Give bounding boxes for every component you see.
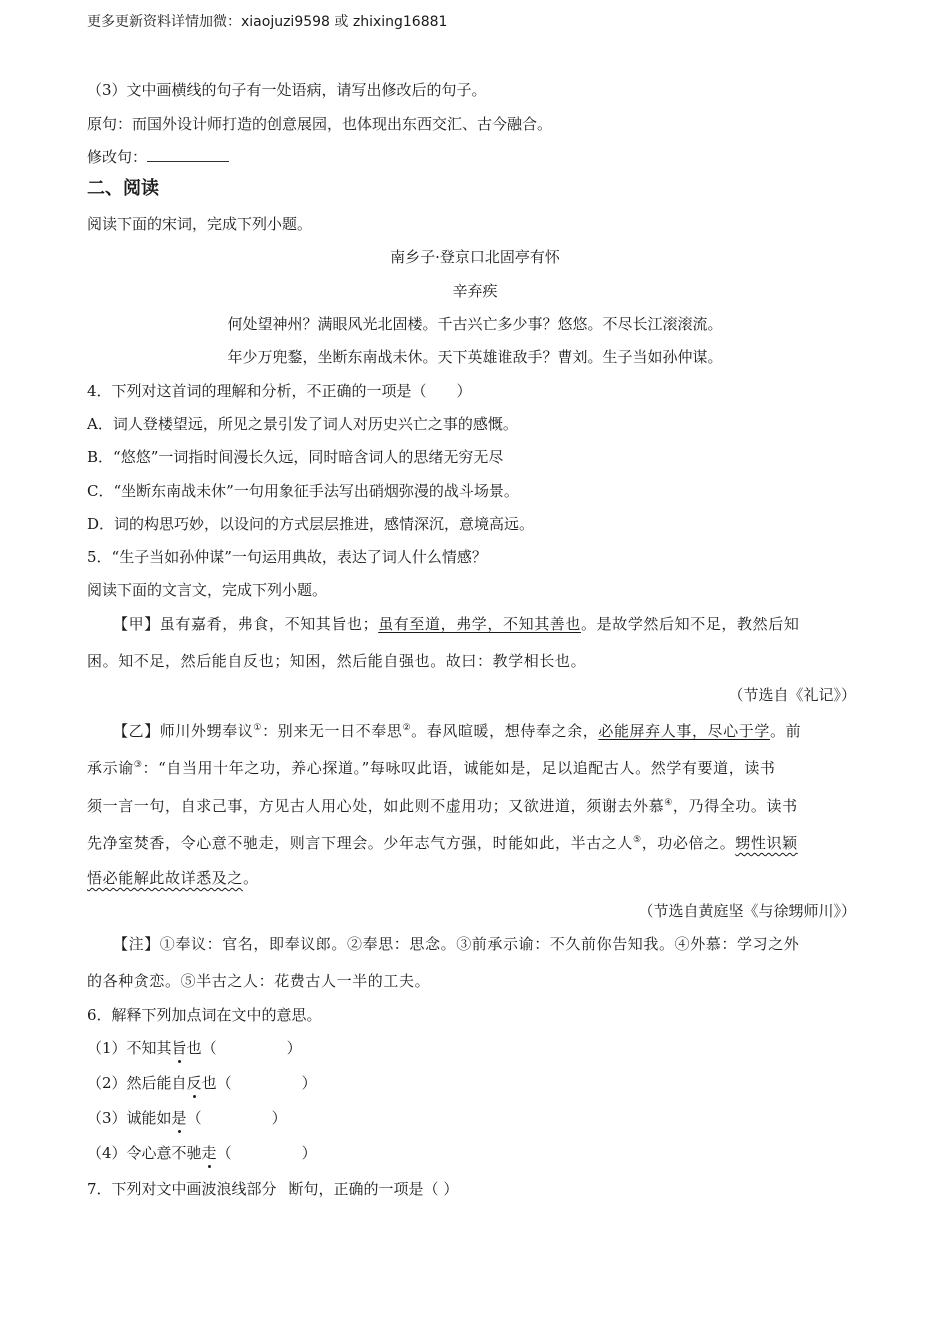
yi-source: （节选自黄庭坚《与徐甥师川》） <box>638 902 856 920</box>
poem-line-2: 年少万兜鍪，坐断东南战未休。天下英雄谁敌手？曹刘。生子当如孙仲谋。 <box>227 348 723 366</box>
yi-line-2 <box>87 755 776 778</box>
q7-stem <box>87 1179 458 1199</box>
yi-line-3 <box>87 793 798 816</box>
yi-underlined-sentence: 必能屏弃人事，尽心于学 <box>598 722 770 740</box>
yi-text: 。前 <box>769 722 802 740</box>
q4-stem: 4．下列对这首词的理解和分析，不正确的一项是（ ） <box>87 382 472 400</box>
footnote-marker-4: ④ <box>664 798 673 808</box>
yi-text: ，乃得全功。读书 <box>672 797 798 815</box>
q4-option-c[interactable]: C．“坐断东南战未休”一句用象征手法写出硝烟弥漫的战斗场景。 <box>87 482 519 500</box>
yi-line-4 <box>87 830 798 853</box>
yi-wavy-underlined-text: 悟必能解此故详悉及之 <box>87 869 244 887</box>
q6-item-3 <box>87 1108 287 1128</box>
yi-text: 须一言一句，自求己事，方见古人用心处，如此则不虚用功；又欲进道，须谢去外慕 <box>87 797 665 815</box>
q4-option-d[interactable]: D．词的构思巧妙，以设问的方式层层推进，感情深沉，意境高远。 <box>87 515 535 533</box>
yi-text: 。春风暄暖，想侍奉之余， <box>411 722 599 740</box>
dotted-word: 旨 <box>171 1039 187 1057</box>
section-title-reading: 二、阅读 <box>87 178 159 199</box>
q6-item-text: ） <box>301 1074 317 1092</box>
yi-text: ：别来无一日不奉思 <box>262 722 403 740</box>
q3-prompt: （3）文中画横线的句子有一处语病，请写出修改后的句子。 <box>87 81 487 99</box>
q7-stem-text: 断句，正确的一项是（ ） <box>288 1180 459 1198</box>
footnote-marker-2: ② <box>402 723 412 733</box>
dotted-word: 是 <box>171 1109 187 1127</box>
poem-author: 辛弃疾 <box>452 282 498 300</box>
jia-text-c: 。是故学然后知不足，教然后知 <box>581 615 800 633</box>
q4-option-b[interactable]: B．“悠悠”一词指时间漫长久远，同时暗含词人的思绪无穷无尽 <box>87 448 504 466</box>
q6-item-text: ） <box>301 1144 317 1162</box>
yi-text: ：“自当用十年之功，养心探道。”每咏叹此语，诚能如是，足以追配古人。然学有要道，读书 <box>142 759 776 777</box>
q6-item-text: ） <box>271 1109 287 1127</box>
yi-line-5 <box>87 868 259 888</box>
q3-original-sentence: 原句：而国外设计师打造的创意展园，也体现出东西交汇、古今融合。 <box>87 115 553 133</box>
annotation-line-1: 【注】①奉议：官名，即奉议郎。②奉思：思念。③前承示谕：不久前你告知我。④外慕：学习之外 <box>113 935 800 953</box>
annotation-line-2: 的各种贪恋。⑤半古之人：花费古人一半的工夫。 <box>87 972 431 990</box>
q3-answer-blank[interactable] <box>147 147 229 162</box>
q6-item-1 <box>87 1038 302 1058</box>
q6-item-text: （ <box>216 1144 232 1162</box>
jia-text-a: 【甲】虽有嘉肴，弗食，不知其旨也； <box>113 615 379 633</box>
footnote-marker-1: ① <box>253 723 263 733</box>
q6-item-text: （2）然后能自 <box>87 1074 187 1092</box>
footnote-marker-5: ⑤ <box>633 835 642 845</box>
dotted-word: 走 <box>201 1144 217 1162</box>
page-header: 更多更新资料详情加微：xiaojuzi9598 或 zhixing16881 <box>87 14 448 30</box>
yi-text: 。 <box>243 869 259 887</box>
q7-stem-text: 7．下列对文中画波浪线部分 <box>87 1180 277 1198</box>
q6-item-text: （3）诚能如 <box>87 1109 172 1127</box>
q5-stem: 5．“生子当如孙仲谋”一句运用典故，表达了词人什么情感？ <box>87 548 487 566</box>
jia-paragraph-line-1 <box>113 614 799 634</box>
q6-item-text: 也（ <box>186 1039 217 1057</box>
yi-text: 先净室焚香，令心意不驰走，则言下理会。少年志气方强，时能如此，半古之人 <box>87 834 634 852</box>
q6-item-text: （ <box>186 1109 202 1127</box>
q6-item-text: ） <box>286 1039 302 1057</box>
q6-stem: 6．解释下列加点词在文中的意思。 <box>87 1006 322 1024</box>
q6-item-text: （4）令心意不驰 <box>87 1144 202 1162</box>
yi-text: ，功必倍之。 <box>641 834 736 852</box>
poem-intro: 阅读下面的宋词，完成下列小题。 <box>87 215 313 233</box>
classical-intro: 阅读下面的文言文，完成下列小题。 <box>87 581 328 599</box>
poem-title: 南乡子·登京口北固亭有怀 <box>390 248 560 266</box>
q6-item-text: 也（ <box>201 1074 232 1092</box>
jia-source: （节选自《礼记》） <box>728 686 856 704</box>
dotted-word: 反 <box>186 1074 202 1092</box>
yi-text: 【乙】师川外甥奉议 <box>113 722 254 740</box>
footnote-marker-3: ③ <box>133 760 143 770</box>
yi-text: 承示谕 <box>87 759 134 777</box>
poem-line-1: 何处望神州？满眼风光北固楼。千古兴亡多少事？悠悠。不尽长江滚滚流。 <box>227 315 723 333</box>
yi-wavy-underlined-text: 甥性识颖 <box>735 834 798 852</box>
q6-item-4 <box>87 1143 317 1163</box>
q6-item-text: （1）不知其 <box>87 1039 172 1057</box>
q6-item-2 <box>87 1073 317 1093</box>
q4-option-a[interactable]: A．词人登楼望远，所见之景引发了词人对历史兴亡之事的感慨。 <box>87 415 518 433</box>
jia-paragraph-line-2: 困。知不足，然后能自反也；知困，然后能自强也。故曰：教学相长也。 <box>87 652 587 670</box>
jia-underlined-sentence: 虽有至道，弗学，不知其善也 <box>378 615 582 633</box>
q3-revised-line <box>87 147 229 167</box>
q3-revised-label: 修改句： <box>87 148 148 166</box>
yi-line-1 <box>113 718 801 741</box>
